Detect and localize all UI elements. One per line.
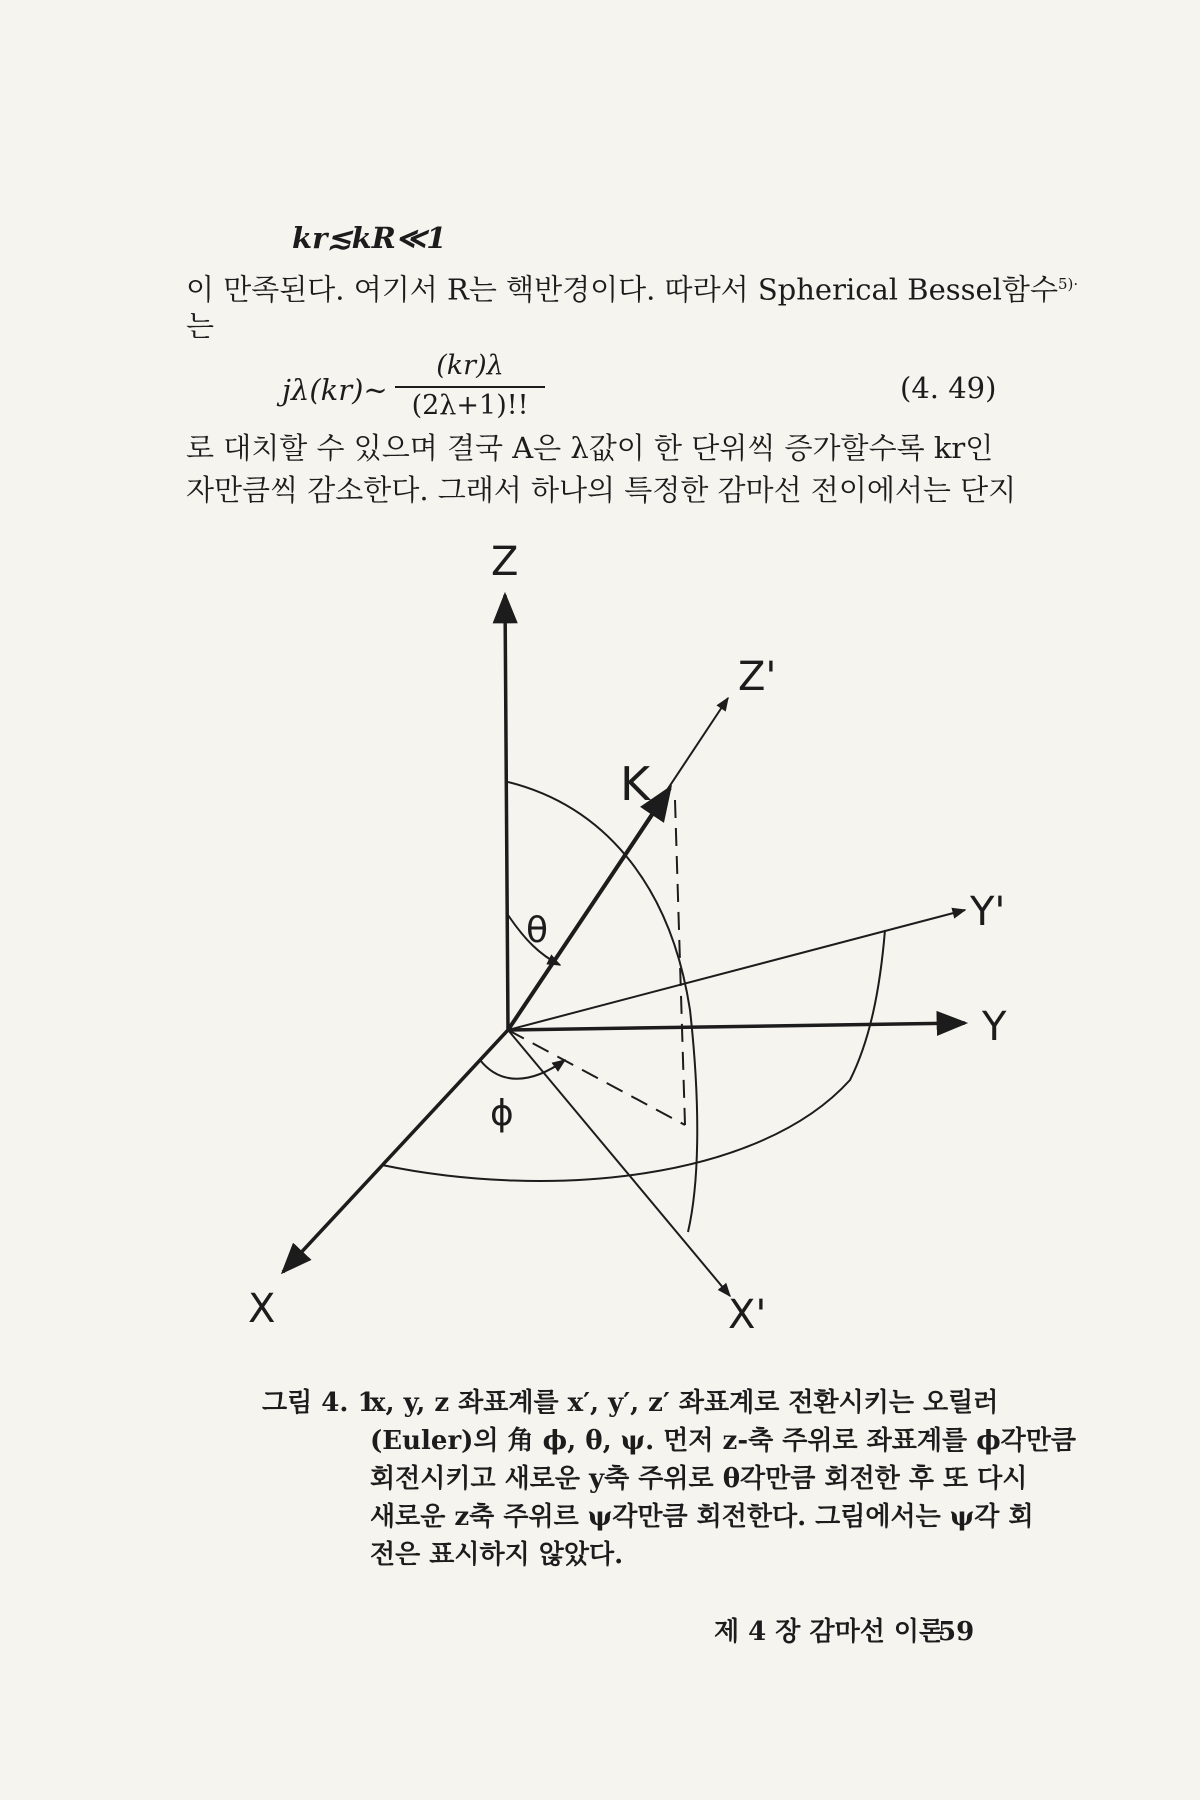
footnote-ref: 5)· <box>1057 275 1079 293</box>
z-axis <box>505 595 508 1030</box>
label-y: Y <box>982 1004 1007 1050</box>
caption-line-1: x, y, z 좌표계를 x′, y′, z′ 좌표계로 전환시키는 오릴러 <box>370 1388 999 1418</box>
phi-arc <box>480 1060 565 1079</box>
equation-lhs: jλ(kr)∼ <box>282 373 388 407</box>
label-x: X <box>248 1286 276 1332</box>
caption-line-5: 전은 표시하지 않았다. <box>370 1540 624 1570</box>
equation-numerator: (kr)λ <box>436 350 504 381</box>
running-footer: 제 4 장 감마선 이론 <box>714 1617 945 1647</box>
k-horizontal-projection <box>508 1030 685 1125</box>
label-theta: θ <box>526 910 549 951</box>
x-axis <box>283 1030 508 1272</box>
page-number: 59 <box>938 1617 975 1647</box>
equation-number: (4. 49) <box>900 371 997 405</box>
meridian-arc <box>508 782 697 1232</box>
equator-arc <box>382 930 885 1181</box>
label-phi: ϕ <box>490 1093 514 1134</box>
y-axis <box>508 1023 965 1030</box>
body-line-2: 는 <box>186 309 215 343</box>
caption-label: 그림 4. 1 <box>262 1388 376 1418</box>
caption-line-4: 새로운 z축 주위르 ψ각만큼 회전한다. 그림에서는 ψ각 회 <box>370 1502 1034 1532</box>
caption-line-3: 회전시키고 새로운 y축 주위로 θ각만큼 회전한 후 또 다시 <box>370 1464 1028 1494</box>
body-line-3: 로 대치할 수 있으며 결국 A은 λ값이 한 단위씩 증가할수록 kr인 <box>186 431 994 465</box>
inequality: kr≲kR≪1 <box>292 221 447 255</box>
label-z-prime: Z' <box>738 654 777 700</box>
body-line-1-text: 이 만족된다. 여기서 R는 핵반경이다. 따라서 Spherical Bessel함수 <box>186 272 1058 307</box>
label-k: K <box>620 757 651 811</box>
caption-line-2: (Euler)의 角 ϕ, θ, ψ. 먼저 z-축 주위로 좌표계를 ϕ각만큼 <box>370 1426 1077 1456</box>
body-line-4: 자만큼씩 감소한다. 그래서 하나의 특정한 감마선 전이에서는 단지 <box>186 473 1017 507</box>
label-y-prime: Y' <box>970 889 1006 935</box>
equation-denominator: (2λ+1)!! <box>411 390 529 421</box>
label-x-prime: X' <box>728 1292 767 1338</box>
label-z: Z <box>491 539 519 585</box>
